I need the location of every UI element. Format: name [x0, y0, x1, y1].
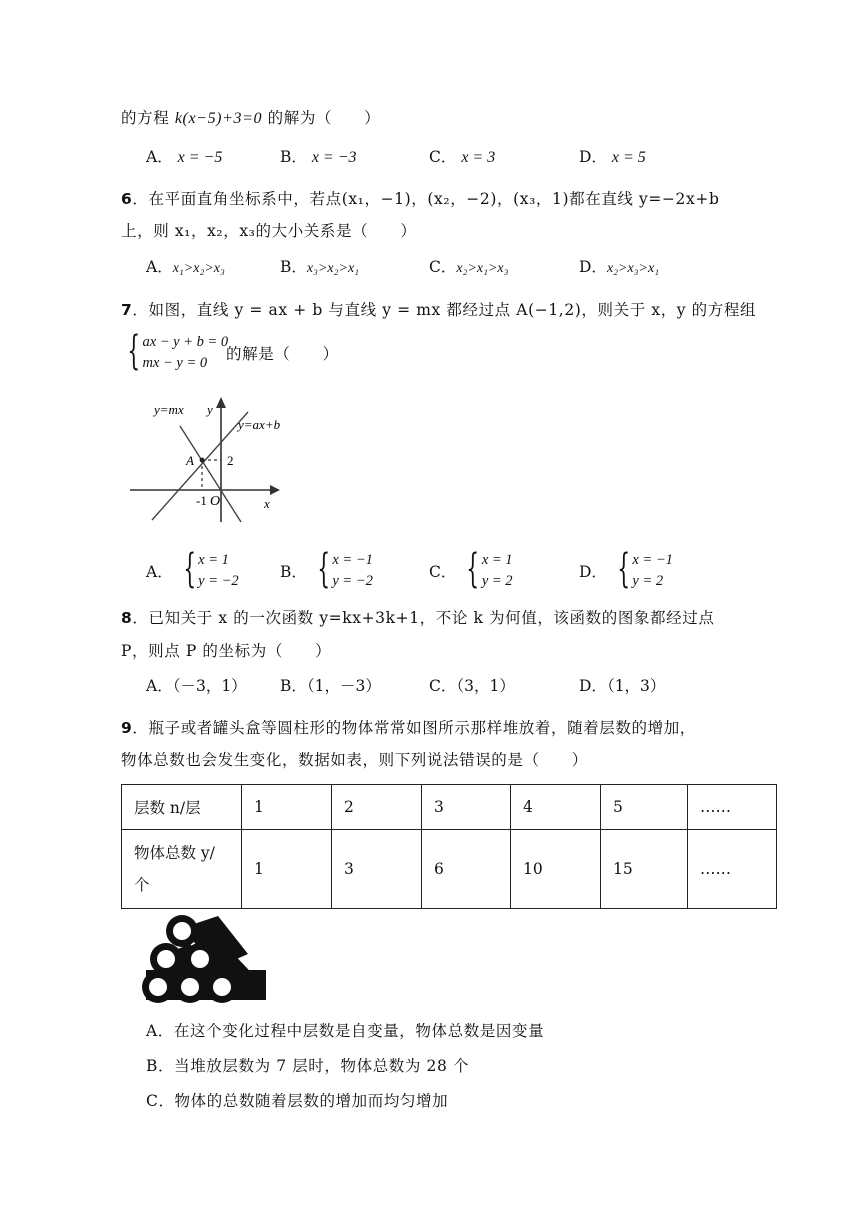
q9-text-1: ．瓶子或者罐头盒等圆柱形的物体常常如图所示那样堆放着，随着层数的增加，	[132, 719, 696, 737]
option-letter: D．	[579, 258, 607, 276]
option-letter: B．	[280, 563, 307, 581]
q5-prefix: 的方程	[121, 109, 170, 127]
option-text: （－3，1）	[172, 677, 247, 695]
q8-line-1	[121, 607, 714, 629]
system-row: mx − y = 0	[142, 355, 208, 371]
brace-icon: {	[183, 546, 196, 592]
q7-equation-system	[121, 328, 229, 374]
q8-line-2	[121, 640, 331, 662]
q6-option-b	[280, 256, 359, 280]
q9-statement-a: A．在这个变化过程中层数是自变量，物体总数是因变量	[146, 1022, 545, 1040]
option-text: x = −3	[311, 149, 357, 166]
table-cell: 4	[511, 785, 601, 830]
option-text: x = −5	[177, 149, 223, 166]
q9-line-2	[121, 749, 588, 771]
q5-option-b	[280, 146, 357, 169]
q7-line-1	[121, 299, 756, 321]
q7-text-1: ．如图，直线 y = ax + b 与直线 y = mx 都经过点 A(−1,2)，则关于 x，y 的方程组	[132, 301, 757, 319]
table-cell: 2	[332, 785, 422, 830]
option-letter: A．	[146, 677, 173, 695]
q6-text-2: 上，则 x₁，x₂，x₃的大小关系是（ ）	[121, 222, 417, 240]
brace-icon: {	[317, 546, 330, 592]
q9-statement-b: B．当堆放层数为 7 层时，物体总数为 28 个	[146, 1057, 470, 1075]
label-x: x	[264, 496, 270, 511]
y-axis-arrow-icon	[216, 397, 226, 408]
q5-suffix: 的解为（ ）	[267, 109, 381, 127]
table-header-cell: 层数 n/层	[122, 785, 242, 830]
table-cell: 10	[511, 830, 601, 909]
option-letter: A．	[146, 563, 173, 581]
stacked-cylinders-figure	[140, 914, 272, 1006]
q9-number: 9	[121, 719, 133, 737]
x-axis-arrow-icon	[270, 485, 280, 495]
label-y-ax-b: y=ax+b	[238, 417, 281, 432]
option-row: y = 2	[481, 573, 513, 589]
option-letter: C．	[429, 258, 457, 276]
table-cell: 1	[242, 785, 332, 830]
option-row: y = −2	[198, 573, 239, 589]
label-a: A	[186, 453, 194, 468]
label-y: y	[207, 402, 213, 417]
table-row	[122, 785, 777, 830]
q8-number: 8	[121, 609, 133, 627]
table-header-line: 个	[134, 876, 150, 894]
q7-option-b	[280, 546, 373, 592]
q5-option-a	[146, 146, 222, 169]
q6-number: 6	[121, 190, 133, 208]
q6-line-1	[121, 188, 719, 210]
q7-option-d	[579, 546, 673, 592]
brace-icon: {	[617, 546, 631, 592]
q8-option-a	[146, 675, 247, 697]
label-o: O	[210, 494, 221, 509]
option-text: x₁>x₂>x₃	[172, 261, 225, 276]
table-cell: ……	[688, 830, 777, 909]
table-header-cell	[122, 830, 242, 909]
option-letter: B．	[280, 148, 307, 166]
option-letter: C．	[429, 563, 457, 581]
table-cell: 15	[601, 830, 688, 909]
label-neg1: -1	[196, 493, 207, 508]
q9-data-table	[121, 784, 777, 909]
option-row: x = −1	[332, 552, 373, 568]
table-header-line: 物体总数 y/	[134, 844, 215, 862]
brace-icon: {	[127, 328, 141, 374]
option-letter: D．	[579, 148, 607, 166]
option-letter: A．	[146, 258, 173, 276]
q5-stem-tail	[121, 107, 380, 130]
q8-text-1: ．已知关于 x 的一次函数 y=kx+3k+1，不论 k 为何值，该函数的图象都经过点	[132, 609, 715, 627]
option-letter: B．	[280, 677, 307, 695]
q7-option-c	[429, 546, 513, 592]
option-row: x = 1	[481, 552, 513, 568]
option-text: x₂>x₃>x₁	[606, 261, 660, 276]
option-letter: D．	[579, 563, 607, 581]
option-text: （1，－3）	[306, 677, 381, 695]
option-text: （3，1）	[456, 677, 515, 695]
option-row: y = −2	[332, 573, 373, 589]
table-row	[122, 830, 777, 909]
q9-text-2: 物体总数也会发生变化，数据如表，则下列说法错误的是（ ）	[121, 751, 588, 769]
option-text: x = 3	[461, 149, 496, 166]
q7-number: 7	[121, 301, 133, 319]
table-cell: 3	[422, 785, 511, 830]
q8-text-2: P，则点 P 的坐标为（ ）	[121, 642, 332, 660]
point-a	[200, 458, 205, 463]
table-cell: 3	[332, 830, 422, 909]
q6-option-c	[429, 256, 509, 280]
system-row: ax − y + b = 0	[142, 334, 229, 350]
option-letter: C．	[429, 677, 457, 695]
label-y-mx: y=mx	[154, 402, 184, 417]
table-cell: 1	[242, 830, 332, 909]
q8-option-d	[579, 675, 665, 697]
q8-option-c	[429, 675, 515, 697]
option-letter: D．	[579, 677, 607, 695]
q6-text-1: ．在平面直角坐标系中，若点(x₁，−1)，(x₂，−2)，(x₃，1)都在直线 y=−2x+b	[132, 190, 720, 208]
option-row: x = 1	[198, 552, 229, 568]
q8-option-b	[280, 675, 381, 697]
table-cell: ……	[688, 785, 777, 830]
option-text: （1，3）	[606, 677, 666, 695]
option-row: x = −1	[632, 552, 673, 568]
brace-icon: {	[466, 546, 480, 592]
q6-line-2	[121, 220, 417, 242]
label-2: 2	[227, 453, 234, 468]
q5-option-c	[429, 146, 495, 169]
q7-line-2	[226, 343, 339, 365]
option-text: x₂>x₁>x₃	[456, 261, 509, 276]
q6-option-a	[146, 256, 225, 280]
option-letter: A．	[146, 148, 173, 166]
option-text: x = 5	[611, 149, 646, 166]
option-text: x₃>x₂>x₁	[306, 261, 360, 276]
q6-option-d	[579, 256, 659, 280]
q9-line-1	[121, 717, 696, 739]
table-cell: 6	[422, 830, 511, 909]
q7-option-a	[146, 546, 239, 592]
option-row: y = 2	[632, 573, 664, 589]
q7-graph-figure	[126, 392, 286, 524]
option-letter: C．	[429, 148, 457, 166]
table-cell: 5	[601, 785, 688, 830]
option-letter: B．	[280, 258, 307, 276]
q5-option-d	[579, 146, 646, 169]
q9-statement-c: C．物体的总数随着层数的增加而均匀增加	[146, 1092, 449, 1110]
q7-text-2: 的解是（ ）	[226, 345, 339, 363]
q5-equation: k(x−5)+3=0	[174, 110, 263, 127]
